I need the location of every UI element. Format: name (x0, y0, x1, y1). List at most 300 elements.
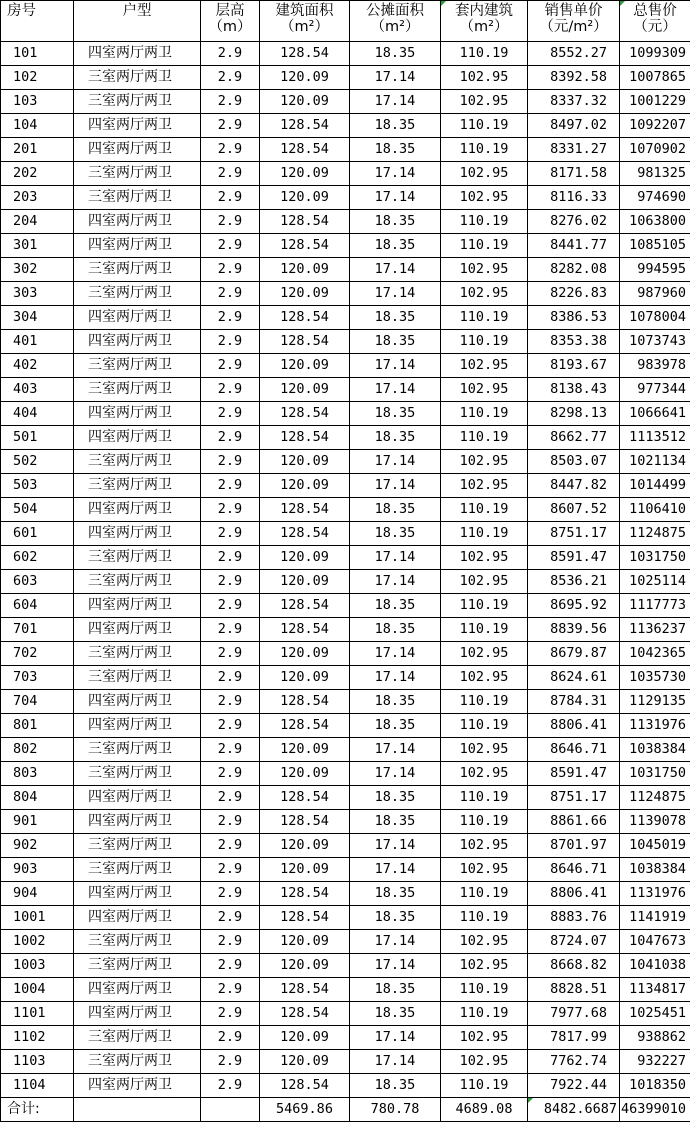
cell-floor-height: 2.9 (201, 90, 260, 114)
table-row (1, 762, 690, 786)
cell-room-number: 904 (1, 882, 74, 906)
cell-shared-area: 17.14 (350, 378, 441, 402)
cell-shared-area: 17.14 (350, 162, 441, 186)
cell-building-area: 120.09 (260, 738, 350, 762)
cell-unit-type: 三室两厅两卫 (74, 930, 201, 954)
cell-building-area: 128.54 (260, 306, 350, 330)
cell-inner-area: 102.95 (441, 738, 528, 762)
table-row (1, 330, 690, 354)
cell-room-number: 404 (1, 402, 74, 426)
cell-total-price: 1092207 (620, 114, 690, 138)
cell-unit-type: 四室两厅两卫 (74, 234, 201, 258)
cell-total-price: 1042365 (620, 642, 690, 666)
table-row (1, 906, 690, 930)
cell-room-number: 303 (1, 282, 74, 306)
cell-unit-type: 三室两厅两卫 (74, 354, 201, 378)
table-row (1, 834, 690, 858)
cell-total-price: 1134817 (620, 978, 690, 1002)
total-building-area: 5469.86 (260, 1098, 350, 1122)
cell-room-number: 504 (1, 498, 74, 522)
cell-total-price: 1139078 (620, 810, 690, 834)
cell-total-price: 1038384 (620, 738, 690, 762)
cell-building-area: 120.09 (260, 834, 350, 858)
cell-inner-area: 102.95 (441, 1050, 528, 1074)
cell-inner-area: 110.19 (441, 402, 528, 426)
table-row (1, 642, 690, 666)
table-row (1, 618, 690, 642)
cell-floor-height: 2.9 (201, 858, 260, 882)
table-row (1, 378, 690, 402)
total-cell-unit-type (74, 1098, 201, 1122)
cell-total-price: 977344 (620, 378, 690, 402)
header-inner-area-label: 套内建筑 (455, 3, 513, 19)
cell-unit-type: 四室两厅两卫 (74, 1074, 201, 1098)
cell-inner-area: 110.19 (441, 1074, 528, 1098)
cell-inner-area: 110.19 (441, 810, 528, 834)
cell-unit-type: 三室两厅两卫 (74, 474, 201, 498)
table-row (1, 786, 690, 810)
header-inner-area-unit: （m²） (459, 19, 509, 35)
cell-unit-price: 8724.07 (528, 930, 620, 954)
cell-inner-area: 110.19 (441, 906, 528, 930)
cell-room-number: 103 (1, 90, 74, 114)
cell-building-area: 120.09 (260, 66, 350, 90)
cell-building-area: 120.09 (260, 930, 350, 954)
cell-inner-area: 110.19 (441, 786, 528, 810)
cell-shared-area: 17.14 (350, 282, 441, 306)
cell-inner-area: 102.95 (441, 474, 528, 498)
cell-room-number: 304 (1, 306, 74, 330)
table-row (1, 546, 690, 570)
header-floor-height-unit: （m） (208, 19, 252, 35)
total-sales-price: 46399010 (620, 1098, 690, 1122)
cell-floor-height: 2.9 (201, 282, 260, 306)
cell-unit-type: 三室两厅两卫 (74, 834, 201, 858)
header-unit-price-label: 销售单价 (544, 3, 603, 19)
cell-unit-type: 四室两厅两卫 (74, 618, 201, 642)
cell-building-area: 128.54 (260, 594, 350, 618)
cell-unit-type: 三室两厅两卫 (74, 954, 201, 978)
header-room-number (1, 1, 74, 42)
cell-total-price: 1113512 (620, 426, 690, 450)
cell-unit-type: 四室两厅两卫 (74, 498, 201, 522)
cell-total-price: 1045019 (620, 834, 690, 858)
cell-unit-price: 8883.76 (528, 906, 620, 930)
cell-floor-height: 2.9 (201, 138, 260, 162)
cell-floor-height: 2.9 (201, 498, 260, 522)
cell-shared-area: 17.14 (350, 570, 441, 594)
header-room-number-label: 房号 (7, 3, 36, 19)
cell-unit-price: 7817.99 (528, 1026, 620, 1050)
cell-unit-price: 8171.58 (528, 162, 620, 186)
cell-building-area: 128.54 (260, 426, 350, 450)
cell-shared-area: 18.35 (350, 114, 441, 138)
cell-unit-price: 8591.47 (528, 762, 620, 786)
cell-building-area: 120.09 (260, 354, 350, 378)
cell-shared-area: 18.35 (350, 1002, 441, 1026)
cell-total-price: 1018350 (620, 1074, 690, 1098)
cell-room-number: 1003 (1, 954, 74, 978)
cell-total-price: 1131976 (620, 714, 690, 738)
cell-shared-area: 17.14 (350, 90, 441, 114)
cell-unit-price: 8138.43 (528, 378, 620, 402)
cell-unit-type: 三室两厅两卫 (74, 858, 201, 882)
cell-total-price: 1124875 (620, 786, 690, 810)
cell-unit-type: 三室两厅两卫 (74, 186, 201, 210)
cell-room-number: 1104 (1, 1074, 74, 1098)
cell-room-number: 402 (1, 354, 74, 378)
cell-room-number: 902 (1, 834, 74, 858)
cell-inner-area: 110.19 (441, 714, 528, 738)
cell-room-number: 502 (1, 450, 74, 474)
cell-building-area: 128.54 (260, 1074, 350, 1098)
cell-shared-area: 17.14 (350, 666, 441, 690)
cell-floor-height: 2.9 (201, 210, 260, 234)
cell-unit-price: 8591.47 (528, 546, 620, 570)
header-shared-area-unit: （m²） (370, 19, 420, 35)
cell-unit-type: 三室两厅两卫 (74, 666, 201, 690)
cell-shared-area: 17.14 (350, 1026, 441, 1050)
cell-unit-price: 7922.44 (528, 1074, 620, 1098)
cell-shared-area: 18.35 (350, 210, 441, 234)
cell-shared-area: 18.35 (350, 138, 441, 162)
cell-shared-area: 17.14 (350, 858, 441, 882)
cell-room-number: 1102 (1, 1026, 74, 1050)
cell-floor-height: 2.9 (201, 426, 260, 450)
cell-floor-height: 2.9 (201, 954, 260, 978)
table-row (1, 42, 690, 66)
cell-floor-height: 2.9 (201, 1026, 260, 1050)
cell-room-number: 1103 (1, 1050, 74, 1074)
cell-building-area: 128.54 (260, 690, 350, 714)
cell-room-number: 102 (1, 66, 74, 90)
cell-total-price: 1073743 (620, 330, 690, 354)
cell-unit-price: 7977.68 (528, 1002, 620, 1026)
cell-room-number: 803 (1, 762, 74, 786)
cell-building-area: 120.09 (260, 282, 350, 306)
cell-unit-type: 三室两厅两卫 (74, 570, 201, 594)
table-row (1, 282, 690, 306)
header-shared-area (350, 1, 441, 42)
header-building-area-unit: （m²） (280, 19, 329, 35)
cell-room-number: 701 (1, 618, 74, 642)
cell-inner-area: 110.19 (441, 210, 528, 234)
cell-total-price: 1025451 (620, 1002, 690, 1026)
cell-unit-type: 三室两厅两卫 (74, 738, 201, 762)
cell-floor-height: 2.9 (201, 546, 260, 570)
cell-room-number: 903 (1, 858, 74, 882)
cell-inner-area: 102.95 (441, 666, 528, 690)
cell-building-area: 128.54 (260, 42, 350, 66)
cell-unit-type: 四室两厅两卫 (74, 786, 201, 810)
cell-unit-type: 三室两厅两卫 (74, 282, 201, 306)
table-row (1, 882, 690, 906)
table-row (1, 402, 690, 426)
cell-inner-area: 102.95 (441, 930, 528, 954)
cell-total-price: 981325 (620, 162, 690, 186)
cell-unit-price: 8646.71 (528, 738, 620, 762)
table-row (1, 954, 690, 978)
cell-inner-area: 110.19 (441, 330, 528, 354)
cell-building-area: 128.54 (260, 402, 350, 426)
cell-inner-area: 110.19 (441, 498, 528, 522)
cell-floor-height: 2.9 (201, 66, 260, 90)
table-row (1, 810, 690, 834)
cell-unit-price: 8806.41 (528, 882, 620, 906)
cell-unit-price: 8282.08 (528, 258, 620, 282)
cell-floor-height: 2.9 (201, 378, 260, 402)
table-row (1, 714, 690, 738)
cell-shared-area: 18.35 (350, 402, 441, 426)
cell-unit-type: 四室两厅两卫 (74, 210, 201, 234)
table-row (1, 690, 690, 714)
cell-unit-type: 四室两厅两卫 (74, 594, 201, 618)
cell-shared-area: 17.14 (350, 450, 441, 474)
cell-shared-area: 18.35 (350, 978, 441, 1002)
total-cell-floor-height (201, 1098, 260, 1122)
cell-room-number: 203 (1, 186, 74, 210)
cell-inner-area: 102.95 (441, 282, 528, 306)
cell-building-area: 128.54 (260, 882, 350, 906)
cell-floor-height: 2.9 (201, 810, 260, 834)
cell-total-price: 1085105 (620, 234, 690, 258)
cell-unit-price: 8298.13 (528, 402, 620, 426)
cell-unit-price: 8536.21 (528, 570, 620, 594)
cell-shared-area: 18.35 (350, 786, 441, 810)
cell-building-area: 128.54 (260, 906, 350, 930)
cell-room-number: 301 (1, 234, 74, 258)
cell-shared-area: 17.14 (350, 642, 441, 666)
cell-floor-height: 2.9 (201, 930, 260, 954)
header-row (1, 1, 690, 42)
cell-total-price: 1141919 (620, 906, 690, 930)
cell-unit-price: 8668.82 (528, 954, 620, 978)
cell-inner-area: 102.95 (441, 162, 528, 186)
cell-unit-type: 四室两厅两卫 (74, 522, 201, 546)
cell-building-area: 120.09 (260, 570, 350, 594)
cell-floor-height: 2.9 (201, 234, 260, 258)
cell-building-area: 128.54 (260, 234, 350, 258)
cell-inner-area: 110.19 (441, 594, 528, 618)
cell-unit-type: 四室两厅两卫 (74, 882, 201, 906)
cell-building-area: 120.09 (260, 1050, 350, 1074)
total-average-unit-price: 8482.6687 (528, 1098, 620, 1122)
cell-unit-type: 四室两厅两卫 (74, 810, 201, 834)
cell-total-price: 1031750 (620, 762, 690, 786)
cell-floor-height: 2.9 (201, 618, 260, 642)
cell-total-price: 938862 (620, 1026, 690, 1050)
cell-total-price: 1129135 (620, 690, 690, 714)
header-total-price-label: 总售价 (633, 3, 677, 19)
cell-inner-area: 102.95 (441, 834, 528, 858)
cell-floor-height: 2.9 (201, 186, 260, 210)
cell-room-number: 403 (1, 378, 74, 402)
cell-unit-type: 四室两厅两卫 (74, 330, 201, 354)
cell-floor-height: 2.9 (201, 738, 260, 762)
table-row (1, 258, 690, 282)
table-row (1, 138, 690, 162)
cell-inner-area: 102.95 (441, 954, 528, 978)
cell-building-area: 128.54 (260, 498, 350, 522)
cell-total-price: 1014499 (620, 474, 690, 498)
cell-building-area: 128.54 (260, 210, 350, 234)
cell-shared-area: 17.14 (350, 834, 441, 858)
cell-shared-area: 17.14 (350, 1050, 441, 1074)
cell-total-price: 1001229 (620, 90, 690, 114)
cell-unit-price: 8839.56 (528, 618, 620, 642)
cell-inner-area: 110.19 (441, 618, 528, 642)
cell-unit-price: 8497.02 (528, 114, 620, 138)
cell-unit-type: 三室两厅两卫 (74, 762, 201, 786)
cell-unit-price: 8392.58 (528, 66, 620, 90)
cell-room-number: 703 (1, 666, 74, 690)
cell-floor-height: 2.9 (201, 114, 260, 138)
cell-total-price: 1099309 (620, 42, 690, 66)
cell-unit-price: 8751.17 (528, 786, 620, 810)
header-shared-area-label: 公摊面积 (366, 3, 424, 19)
cell-building-area: 128.54 (260, 330, 350, 354)
cell-building-area: 120.09 (260, 378, 350, 402)
table-row (1, 498, 690, 522)
cell-unit-type: 三室两厅两卫 (74, 162, 201, 186)
cell-shared-area: 18.35 (350, 330, 441, 354)
cell-building-area: 120.09 (260, 546, 350, 570)
cell-shared-area: 17.14 (350, 186, 441, 210)
cell-unit-price: 8193.67 (528, 354, 620, 378)
cell-floor-height: 2.9 (201, 1002, 260, 1026)
header-unit-price (528, 1, 620, 42)
table-row (1, 210, 690, 234)
cell-building-area: 120.09 (260, 450, 350, 474)
cell-unit-price: 8337.32 (528, 90, 620, 114)
cell-room-number: 204 (1, 210, 74, 234)
cell-total-price: 1021134 (620, 450, 690, 474)
cell-unit-price: 8447.82 (528, 474, 620, 498)
cell-total-price: 1047673 (620, 930, 690, 954)
cell-room-number: 602 (1, 546, 74, 570)
table-row (1, 474, 690, 498)
cell-floor-height: 2.9 (201, 642, 260, 666)
cell-unit-type: 三室两厅两卫 (74, 90, 201, 114)
cell-building-area: 128.54 (260, 1002, 350, 1026)
cell-room-number: 503 (1, 474, 74, 498)
cell-floor-height: 2.9 (201, 1050, 260, 1074)
cell-room-number: 804 (1, 786, 74, 810)
table-row (1, 306, 690, 330)
cell-inner-area: 102.95 (441, 258, 528, 282)
cell-inner-area: 102.95 (441, 450, 528, 474)
cell-shared-area: 17.14 (350, 258, 441, 282)
cell-unit-price: 8701.97 (528, 834, 620, 858)
table-row (1, 66, 690, 90)
table-row (1, 930, 690, 954)
cell-shared-area: 17.14 (350, 954, 441, 978)
cell-unit-price: 8624.61 (528, 666, 620, 690)
cell-shared-area: 17.14 (350, 762, 441, 786)
header-building-area (260, 1, 350, 42)
cell-floor-height: 2.9 (201, 762, 260, 786)
cell-room-number: 601 (1, 522, 74, 546)
cell-inner-area: 102.95 (441, 378, 528, 402)
cell-total-price: 1078004 (620, 306, 690, 330)
cell-floor-height: 2.9 (201, 258, 260, 282)
table-row (1, 1002, 690, 1026)
cell-total-price: 932227 (620, 1050, 690, 1074)
cell-building-area: 120.09 (260, 762, 350, 786)
cell-room-number: 101 (1, 42, 74, 66)
cell-room-number: 1004 (1, 978, 74, 1002)
cell-shared-area: 18.35 (350, 426, 441, 450)
cell-inner-area: 110.19 (441, 42, 528, 66)
cell-floor-height: 2.9 (201, 474, 260, 498)
cell-total-price: 987960 (620, 282, 690, 306)
cell-floor-height: 2.9 (201, 306, 260, 330)
cell-total-price: 1124875 (620, 522, 690, 546)
cell-room-number: 202 (1, 162, 74, 186)
cell-shared-area: 18.35 (350, 906, 441, 930)
cell-shared-area: 17.14 (350, 354, 441, 378)
cell-room-number: 201 (1, 138, 74, 162)
cell-shared-area: 18.35 (350, 690, 441, 714)
cell-unit-type: 四室两厅两卫 (74, 690, 201, 714)
cell-inner-area: 102.95 (441, 762, 528, 786)
cell-building-area: 120.09 (260, 474, 350, 498)
cell-inner-area: 110.19 (441, 114, 528, 138)
cell-building-area: 128.54 (260, 114, 350, 138)
cell-unit-price: 8695.92 (528, 594, 620, 618)
cell-building-area: 128.54 (260, 714, 350, 738)
cell-shared-area: 18.35 (350, 42, 441, 66)
cell-shared-area: 18.35 (350, 498, 441, 522)
cell-room-number: 901 (1, 810, 74, 834)
cell-unit-type: 三室两厅两卫 (74, 378, 201, 402)
table-row (1, 1050, 690, 1074)
cell-unit-price: 8646.71 (528, 858, 620, 882)
cell-building-area: 128.54 (260, 978, 350, 1002)
cell-unit-price: 8441.77 (528, 234, 620, 258)
cell-unit-type: 四室两厅两卫 (74, 114, 201, 138)
cell-unit-price: 8331.27 (528, 138, 620, 162)
cell-floor-height: 2.9 (201, 354, 260, 378)
cell-total-price: 1063800 (620, 210, 690, 234)
cell-floor-height: 2.9 (201, 450, 260, 474)
total-shared-area: 780.78 (350, 1098, 441, 1122)
cell-floor-height: 2.9 (201, 714, 260, 738)
table-row (1, 858, 690, 882)
cell-building-area: 120.09 (260, 858, 350, 882)
cell-room-number: 501 (1, 426, 74, 450)
cell-shared-area: 17.14 (350, 66, 441, 90)
cell-unit-type: 四室两厅两卫 (74, 1002, 201, 1026)
cell-unit-price: 8503.07 (528, 450, 620, 474)
header-floor-height-label: 层高 (215, 3, 245, 19)
cell-building-area: 128.54 (260, 618, 350, 642)
cell-floor-height: 2.9 (201, 330, 260, 354)
cell-floor-height: 2.9 (201, 690, 260, 714)
cell-shared-area: 18.35 (350, 714, 441, 738)
cell-floor-height: 2.9 (201, 402, 260, 426)
cell-building-area: 128.54 (260, 786, 350, 810)
table-body (1, 42, 690, 1098)
cell-unit-type: 三室两厅两卫 (74, 1026, 201, 1050)
cell-inner-area: 102.95 (441, 570, 528, 594)
cell-room-number: 801 (1, 714, 74, 738)
cell-inner-area: 102.95 (441, 186, 528, 210)
header-unit-price-unit: （元/m²） (539, 19, 608, 35)
cell-shared-area: 18.35 (350, 234, 441, 258)
cell-unit-type: 四室两厅两卫 (74, 42, 201, 66)
table-row (1, 666, 690, 690)
